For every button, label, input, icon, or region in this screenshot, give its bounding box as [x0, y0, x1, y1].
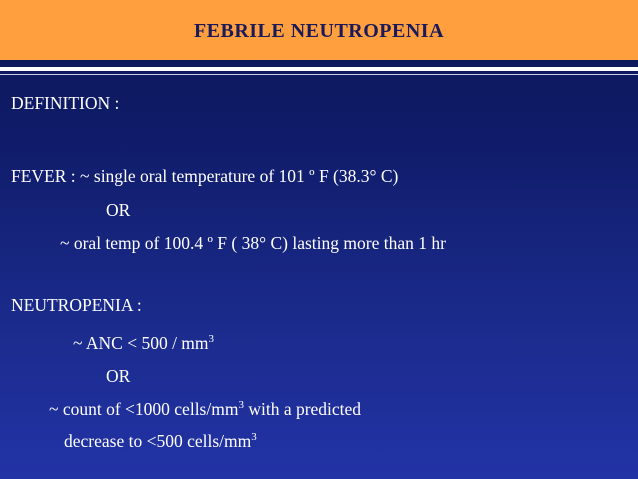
decrease-superscript: 3: [251, 431, 257, 443]
definition-label: DEFINITION :: [11, 93, 120, 113]
decrease-line: [64, 433, 257, 451]
slide-title: FEBRILE NEUTROPENIA: [193, 19, 445, 42]
fever-or: OR: [106, 200, 131, 220]
anc-line: [73, 335, 214, 353]
decrease-text: decrease to <500 cells/mm: [64, 431, 252, 451]
fever-alternative-line: ~ oral temp of 100.4 º F ( 38° C) lasting more than 1 hr: [60, 233, 446, 253]
count-text-tail: with a predicted: [243, 399, 362, 419]
title-divider-thick: [0, 67, 638, 71]
title-bar: [0, 0, 638, 60]
anc-text: ~ ANC < 500 / mm: [73, 333, 209, 353]
count-line: [49, 401, 361, 419]
fever-line: FEVER : ~ single oral temperature of 101 º F (38.3° C): [11, 166, 399, 186]
anc-superscript: 3: [208, 333, 215, 345]
count-text: ~ count of <1000 cells/mm: [49, 399, 239, 419]
neutropenia-label: NEUTROPENIA :: [11, 295, 142, 315]
title-divider-thin: [0, 74, 638, 75]
count-superscript: 3: [238, 399, 244, 411]
neutropenia-or: OR: [106, 366, 131, 386]
